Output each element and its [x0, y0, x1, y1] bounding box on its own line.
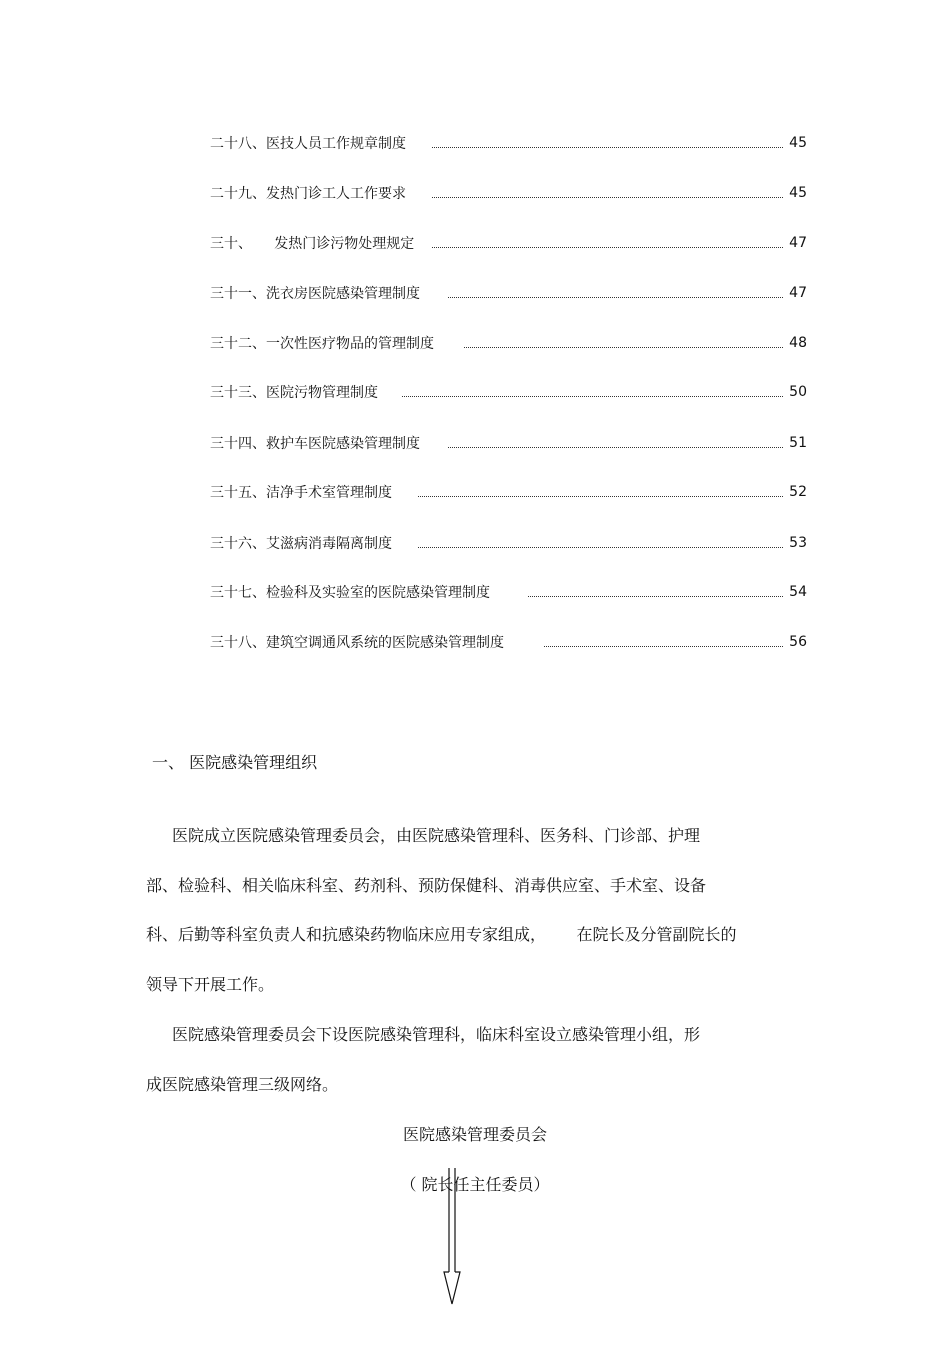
toc-entry[interactable] — [210, 180, 807, 206]
toc-entry-page: 54 — [789, 584, 807, 600]
toc-entry[interactable] — [210, 130, 807, 156]
paragraph-line: 科、后勤等科室负责人和抗感染药物临床应用专家组成， 在院长及分管副院长的 — [146, 925, 737, 944]
toc-entry[interactable] — [210, 629, 807, 655]
section-heading: 一、 医院感染管理组织 — [152, 753, 318, 772]
toc-entry-page: 50 — [789, 384, 807, 400]
org-chart-subtitle: （ 院长任主任委员） — [400, 1175, 550, 1194]
org-chart-title: 医院感染管理委员会 — [402, 1125, 547, 1144]
toc-entry-page: 48 — [789, 335, 807, 351]
toc-entry-title: 三十、 发热门诊污物处理规定 — [210, 236, 415, 252]
toc-entry-title: 三十六、艾滋病消毒隔离制度 — [210, 536, 392, 552]
toc-entry[interactable] — [210, 379, 807, 405]
toc-leader-dots — [448, 447, 783, 448]
toc-leader-dots — [544, 646, 783, 647]
toc-entry[interactable] — [210, 280, 807, 306]
toc-leader-dots — [402, 396, 783, 397]
toc-entry[interactable] — [210, 530, 807, 556]
toc-entry-page: 53 — [789, 535, 807, 551]
toc-leader-dots — [528, 596, 783, 597]
toc-entry-title: 三十二、一次性医疗物品的管理制度 — [210, 336, 434, 352]
toc-leader-dots — [432, 147, 783, 148]
toc-entry-page: 47 — [789, 235, 807, 251]
toc-leader-dots — [432, 247, 783, 248]
toc-entry-title: 三十八、建筑空调通风系统的医院感染管理制度 — [210, 635, 504, 651]
toc-leader-dots — [448, 297, 783, 298]
paragraph-line: 成医院感染管理三级网络。 — [146, 1075, 339, 1094]
toc-entry-page: 56 — [789, 634, 807, 650]
toc-leader-dots — [432, 197, 783, 198]
down-arrow-icon — [440, 1168, 464, 1308]
paragraph-line: 医院感染管理委员会下设医院感染管理科，临床科室设立感染管理小组，形 — [172, 1025, 701, 1044]
toc-entry[interactable] — [210, 579, 807, 605]
toc-entry-title: 三十五、洁净手术室管理制度 — [210, 485, 392, 501]
toc-entry-page: 47 — [789, 285, 807, 301]
toc-entry-title: 二十九、发热门诊工人工作要求 — [210, 186, 406, 202]
toc-entry[interactable] — [210, 479, 807, 505]
paragraph-line: 部、检验科、相关临床科室、药剂科、预防保健科、消毒供应室、手术室、设备 — [146, 876, 707, 895]
toc-entry-title: 三十七、检验科及实验室的医院感染管理制度 — [210, 585, 490, 601]
toc-leader-dots — [464, 347, 783, 348]
toc-entry-title: 三十一、洗衣房医院感染管理制度 — [210, 286, 420, 302]
toc-entry[interactable] — [210, 330, 807, 356]
paragraph-line: 领导下开展工作。 — [146, 975, 275, 994]
toc-entry[interactable] — [210, 230, 807, 256]
toc-entry-title: 三十四、救护车医院感染管理制度 — [210, 436, 420, 452]
toc-entry-title: 三十三、医院污物管理制度 — [210, 385, 378, 401]
toc-entry-title: 二十八、医技人员工作规章制度 — [210, 136, 406, 152]
toc-leader-dots — [418, 496, 783, 497]
toc-entry[interactable] — [210, 430, 807, 456]
toc-entry-page: 51 — [789, 435, 807, 451]
toc-leader-dots — [418, 547, 783, 548]
toc-entry-page: 52 — [789, 484, 807, 500]
toc-entry-page: 45 — [789, 185, 807, 201]
paragraph-line: 医院成立医院感染管理委员会，由医院感染管理科、医务科、门诊部、护理 — [172, 826, 701, 845]
toc-entry-page: 45 — [789, 135, 807, 151]
